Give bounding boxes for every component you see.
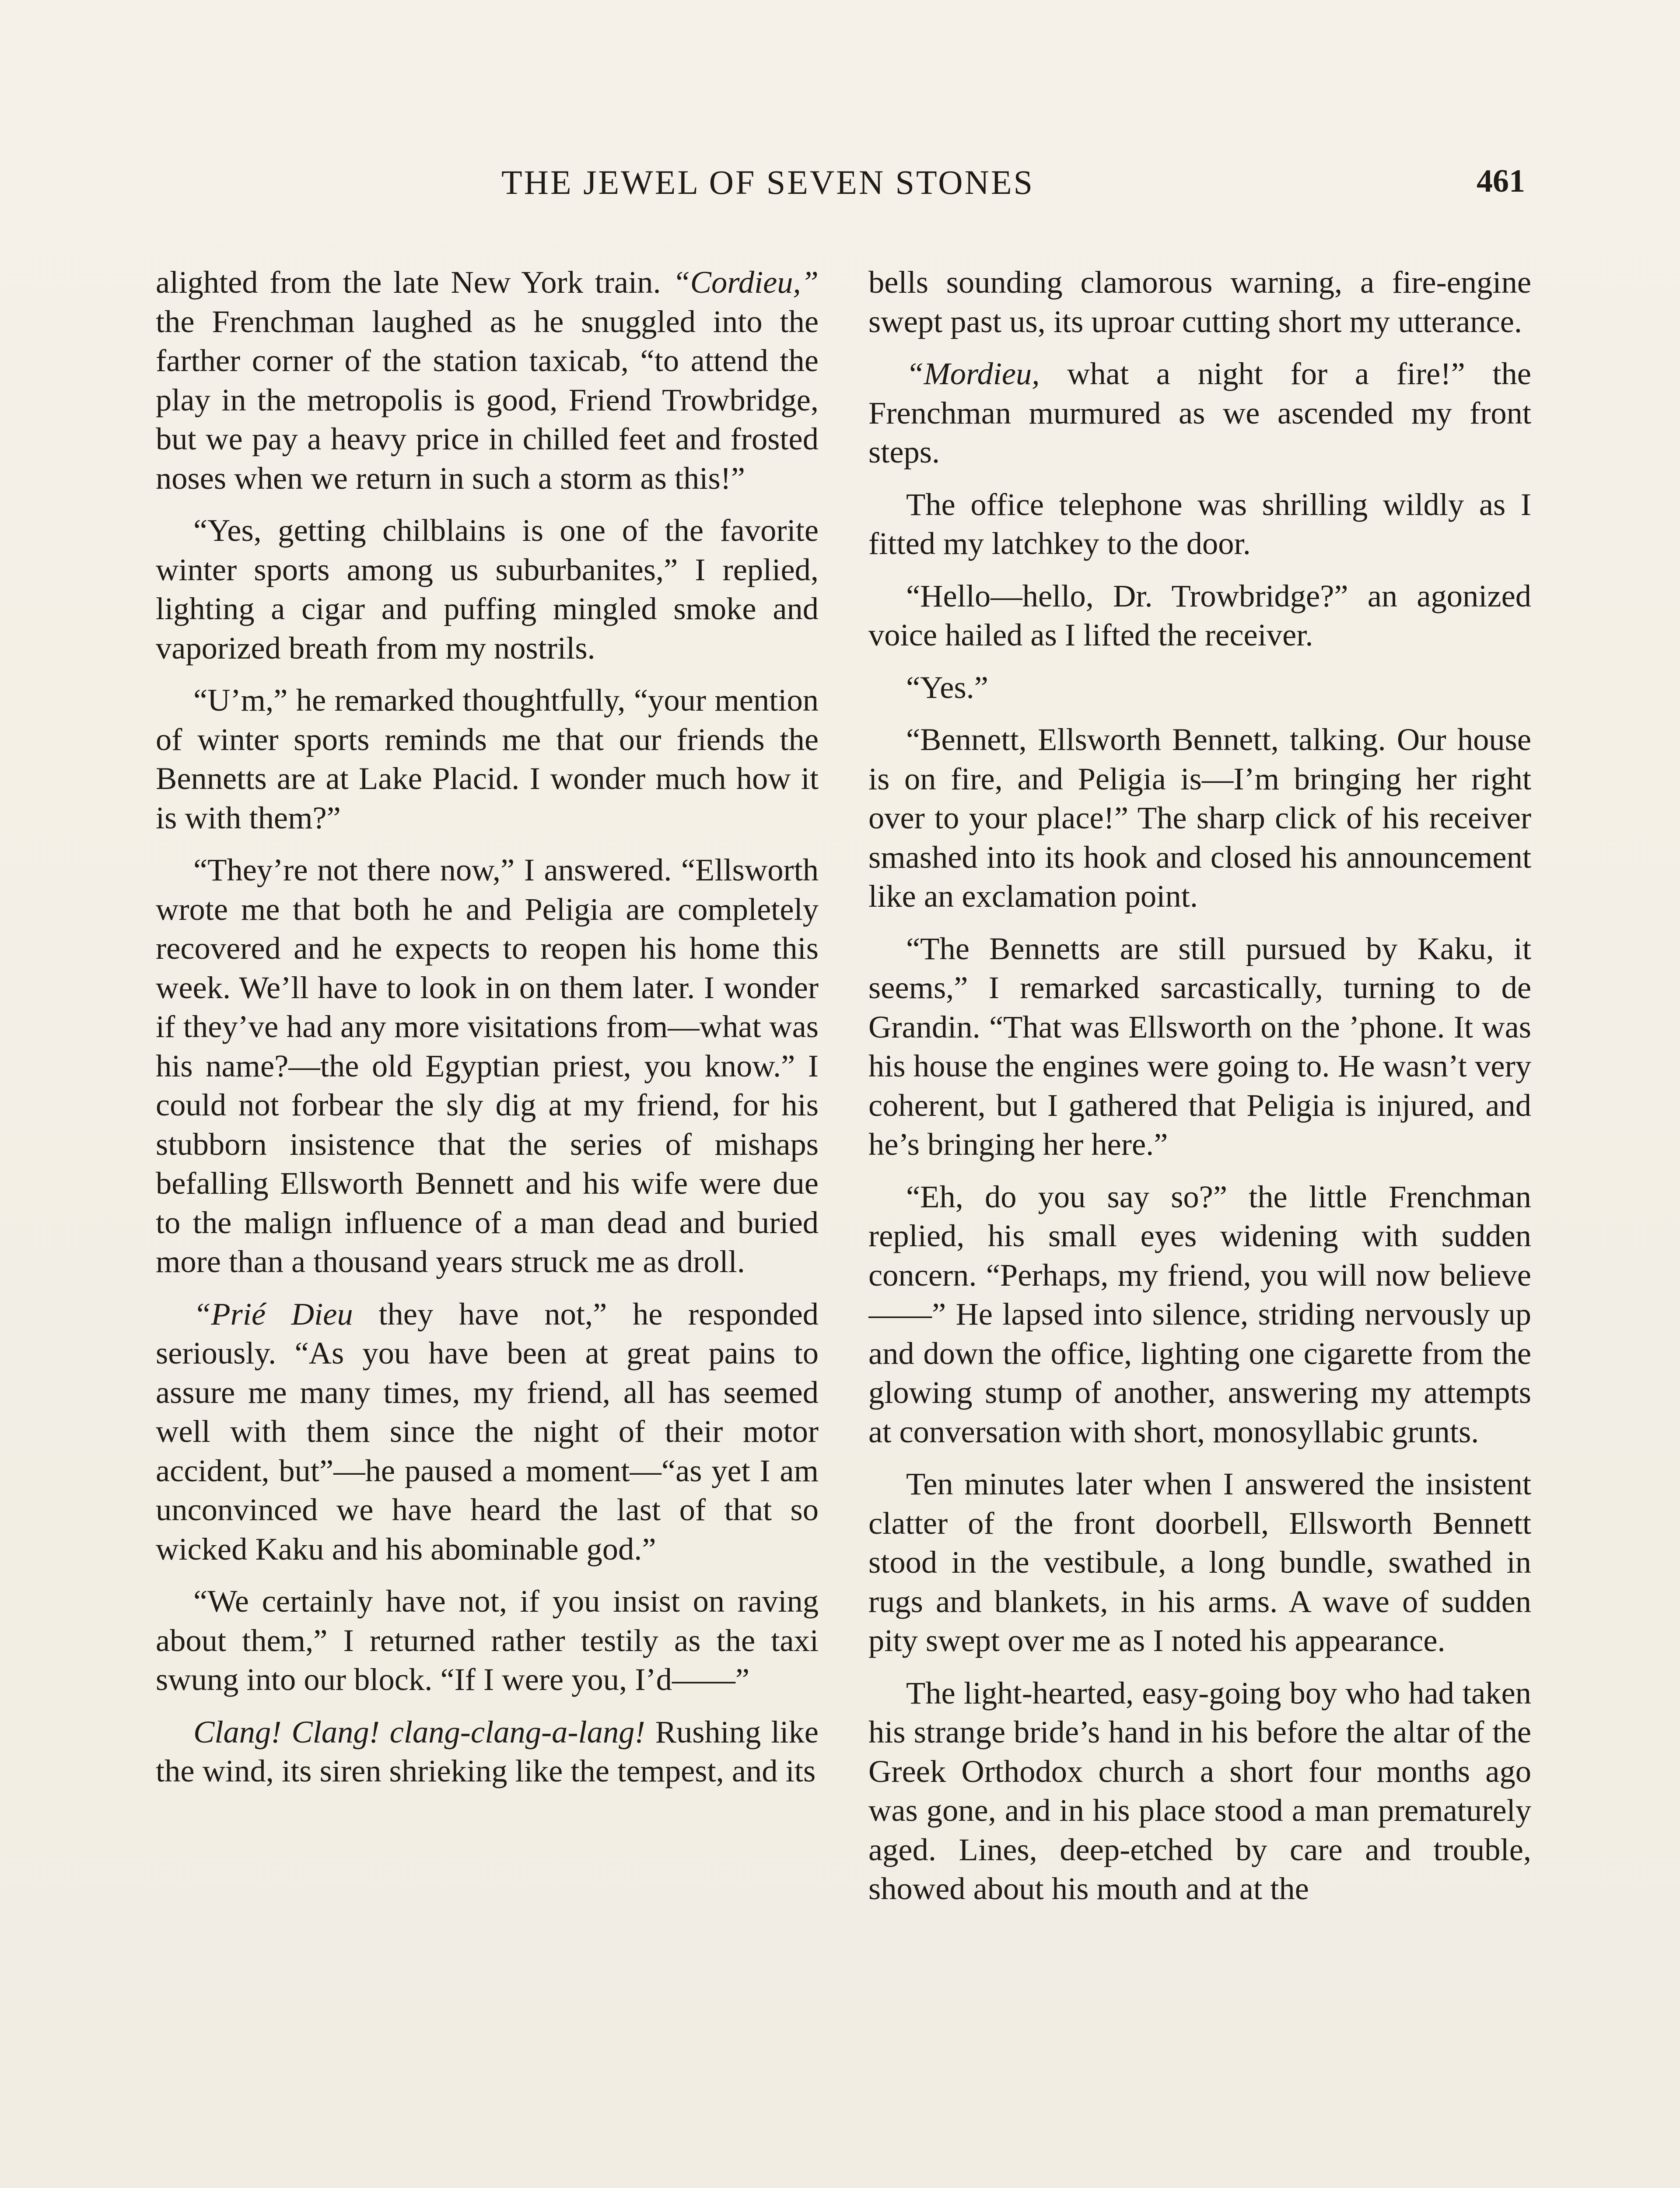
text-run: “Yes, getting chilblains is one of the favorite winter sports among us suburbanites,” I replied, lighting a cigar and puffing mingled smoke and vaporized breath from my nostrils. <box>156 512 819 666</box>
paragraph <box>868 354 1531 472</box>
paragraph <box>156 850 819 1281</box>
left-text-column <box>156 263 819 2188</box>
paragraph <box>868 1177 1531 1452</box>
paragraph <box>868 485 1531 563</box>
text-run: they have not,” he responded seriously. “As you have been at great pains to assure me many times, my friend, all has seemed well with them since the night of their motor accident, but”—he paused a moment—“as yet I am unconvinced we have heard the last of that so wicked Kaku and his abominable god.” <box>156 1296 819 1567</box>
text-run: “They’re not there now,” I answered. “Ellsworth wrote me that both he and Peligia are completely recovered and he expects to reopen his home this week. We’ll have to look in on them later. I wonder if they’ve had any more visitations from—what was his name?—the old Egyptian priest, you know.” I could not forbear the sly dig at my friend, for his stubborn insistence that the series of mishaps befalling Ellsworth Bennett and his wife were due to the malign influence of a man dead and buried more than a thousand years struck me as droll. <box>156 852 819 1279</box>
paragraph <box>156 263 819 498</box>
paragraph <box>868 263 1531 341</box>
italic-text: Clang! Clang! clang-clang-a-lang! <box>193 1714 645 1750</box>
text-run: “Eh, do you say so?” the little Frenchman replied, his small eyes widening with sudden concern. “Perhaps, my friend, you will now believe——” He lapsed into silence, striding nervously up and down the office, lighting one cigarette from the glowing stump of another, answering my attempts at conversation with short, monosyllabic grunts. <box>868 1178 1531 1449</box>
paragraph <box>156 680 819 837</box>
text-run: The light-hearted, easy-going boy who had taken his strange bride’s hand in his before the altar of the Greek Orthodox church a short four months ago was gone, and in his place stood a man prematurely aged. Lines, deep-etched by care and trouble, showed about his mouth and at the <box>868 1675 1531 1906</box>
paragraph <box>156 1712 819 1791</box>
paragraph <box>868 1673 1531 1908</box>
italic-text: “Prié Dieu <box>193 1296 353 1332</box>
italic-text: “Cordieu,” <box>672 264 819 300</box>
text-run: Ten minutes later when I answered the insistent clatter of the front doorbell, Ellsworth Bennett stood in the vestibule, a long bundle, swathed in rugs and blankets, in his arms. A wave of sudden pity swept over me as I noted his appearance. <box>868 1466 1531 1658</box>
paragraph <box>868 668 1531 707</box>
text-run: bells sounding clamorous warning, a fire-engine swept past us, its uproar cutting short my utterance. <box>868 264 1531 339</box>
text-run: “Yes.” <box>906 669 988 705</box>
text-run: The office telephone was shrilling wildly as I fitted my latchkey to the door. <box>868 486 1531 561</box>
text-run: “We certainly have not, if you insist on raving about them,” I returned rather testily as the taxi swung into our block. “If I were you, I’d——” <box>156 1583 819 1697</box>
italic-text: “Mordieu, <box>906 356 1040 391</box>
right-text-column <box>868 263 1531 2188</box>
running-head <box>156 163 1525 211</box>
text-run: what a night for a fire!” the Frenchman murmured as we ascended my front steps. <box>868 356 1531 470</box>
paragraph <box>156 1581 819 1699</box>
text-run: “Hello—hello, Dr. Trowbridge?” an agonized voice hailed as I lifted the receiver. <box>868 578 1531 652</box>
page-number: 461 <box>1477 163 1525 199</box>
text-run: “Bennett, Ellsworth Bennett, talking. Our house is on fire, and Peligia is—I’m bringing her right over to your place!” The sharp click of his receiver smashed into its hook and closed his announcement like an exclamation point. <box>868 722 1531 914</box>
paragraph <box>156 1294 819 1569</box>
text-run: “U’m,” he remarked thoughtfully, “your mention of winter sports reminds me that our friends the Bennetts are at Lake Placid. I wonder much how it is with them?” <box>156 682 819 835</box>
paragraph <box>868 1464 1531 1660</box>
running-title: THE JEWEL OF SEVEN STONES <box>501 163 1034 201</box>
paragraph <box>868 720 1531 916</box>
text-run: the Frenchman laughed as he snuggled into the farther corner of the station taxicab, “to attend the play in the metropolis is good, Friend Trowbridge, but we pay a heavy price in chilled feet and frosted noses when we return in such a storm as this!” <box>156 303 819 496</box>
paragraph <box>156 511 819 667</box>
text-run: “The Bennetts are still pursued by Kaku, it seems,” I remarked sarcastically, turning to de Grandin. “That was Ellsworth on the ’phone. It was his house the engines were going to. He wasn’t very coherent, but I gathered that Peligia is injured, and he’s bringing her here.” <box>868 930 1531 1162</box>
text-run: Rushing like the wind, its siren shrieking like the tempest, and its <box>156 1714 819 1788</box>
paragraph <box>868 576 1531 655</box>
text-run: alighted from the late New York train. <box>156 264 673 300</box>
paragraph <box>868 929 1531 1164</box>
